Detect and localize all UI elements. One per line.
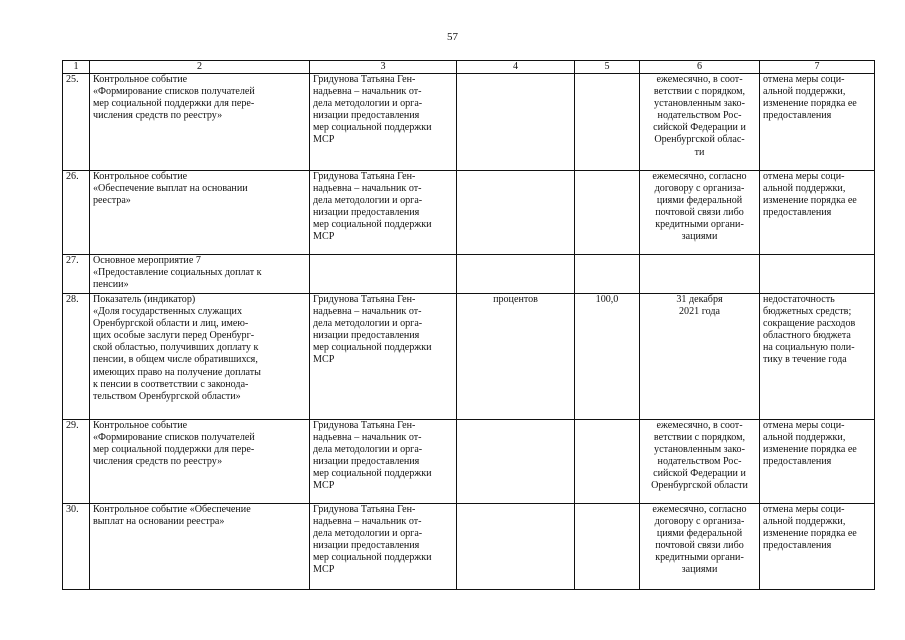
column-number-4: 4 <box>457 61 575 74</box>
table-row <box>63 294 875 420</box>
unit-cell <box>457 171 575 255</box>
table-row <box>63 171 875 255</box>
row-number-cell: 27. <box>63 255 90 294</box>
row-number-cell: 28. <box>63 294 90 420</box>
unit-cell <box>457 255 575 294</box>
unit-cell <box>457 74 575 171</box>
consequence-cell: недостаточность бюджетных средств; сокращение расходов областного бюджета на социальную поли- тику в течение года <box>760 294 875 420</box>
consequence-cell: отмена меры соци- альной поддержки, изменение порядка ее предоставления <box>760 74 875 171</box>
periodicity-cell: ежемесячно, в соот- ветствии с порядком, установленным зако- нодательством Рос- сийской Федерации и Оренбургской облас- ти <box>640 74 760 171</box>
column-number-7: 7 <box>760 61 875 74</box>
column-number-1: 1 <box>63 61 90 74</box>
consequence-cell: отмена меры соци- альной поддержки, изменение порядка ее предоставления <box>760 420 875 504</box>
value-cell <box>575 255 640 294</box>
event-cell: Контрольное событие «Обеспечение выплат на основании реестра» <box>90 504 310 590</box>
responsible-cell: Гридунова Татьяна Ген- надьевна – начальник от- дела методологии и орга- низации предоставления мер социальной поддержки МСР <box>310 171 457 255</box>
row-number-cell: 25. <box>63 74 90 171</box>
value-cell <box>575 171 640 255</box>
table-row <box>63 74 875 171</box>
page-number: 57 <box>447 31 458 43</box>
unit-cell <box>457 420 575 504</box>
event-cell: Контрольное событие «Обеспечение выплат на основании реестра» <box>90 171 310 255</box>
column-number-3: 3 <box>310 61 457 74</box>
event-cell: Основное мероприятие 7 «Предоставление социальных доплат к пенсии» <box>90 255 310 294</box>
periodicity-cell <box>640 255 760 294</box>
value-cell <box>575 420 640 504</box>
responsible-cell: Гридунова Татьяна Ген- надьевна – начальник от- дела методологии и орга- низации предоставления мер социальной поддержки МСР <box>310 420 457 504</box>
table-row <box>63 255 875 294</box>
column-number-5: 5 <box>575 61 640 74</box>
consequence-cell: отмена меры соци- альной поддержки, изменение порядка ее предоставления <box>760 504 875 590</box>
value-cell <box>575 504 640 590</box>
program-table <box>62 60 875 590</box>
deadline-cell: 31 декабря 2021 года <box>640 294 760 420</box>
table-row <box>63 504 875 590</box>
periodicity-cell: ежемесячно, согласно договору с организа- циями федеральной почтовой связи либо кредитными органи- зациями <box>640 504 760 590</box>
consequence-cell: отмена меры соци- альной поддержки, изменение порядка ее предоставления <box>760 171 875 255</box>
row-number-cell: 30. <box>63 504 90 590</box>
value-cell <box>575 74 640 171</box>
responsible-cell <box>310 255 457 294</box>
column-number-row <box>63 61 875 74</box>
unit-cell <box>457 504 575 590</box>
consequence-cell <box>760 255 875 294</box>
row-number-cell: 29. <box>63 420 90 504</box>
unit-cell: процентов <box>457 294 575 420</box>
value-cell: 100,0 <box>575 294 640 420</box>
column-number-2: 2 <box>90 61 310 74</box>
responsible-cell: Гридунова Татьяна Ген- надьевна – начальник от- дела методологии и орга- низации предоставления мер социальной поддержки МСР <box>310 74 457 171</box>
responsible-cell: Гридунова Татьяна Ген- надьевна – начальник от- дела методологии и орга- низации предоставления мер социальной поддержки МСР <box>310 294 457 420</box>
periodicity-cell: ежемесячно, в соот- ветствии с порядком, установленным зако- нодательством Рос- сийской Федерации и Оренбургской области <box>640 420 760 504</box>
column-number-6: 6 <box>640 61 760 74</box>
event-cell: Контрольное событие «Формирование списков получателей мер социальной поддержки для пере- числения средств по реестру» <box>90 420 310 504</box>
event-cell: Контрольное событие «Формирование списков получателей мер социальной поддержки для пере- числения средств по реестру» <box>90 74 310 171</box>
responsible-cell: Гридунова Татьяна Ген- надьевна – начальник от- дела методологии и орга- низации предоставления мер социальной поддержки МСР <box>310 504 457 590</box>
row-number-cell: 26. <box>63 171 90 255</box>
table-row <box>63 420 875 504</box>
periodicity-cell: ежемесячно, согласно договору с организа- циями федеральной почтовой связи либо кредитными органи- зациями <box>640 171 760 255</box>
event-cell: Показатель (индикатор) «Доля государственных служащих Оренбургской области и лиц, имею- щих особые заслуги перед Оренбург- ской областью, получивших доплату к пенсии, в общем числе обратившихся, имеющих право на получение доплаты к пенсии в соответствии с законода- тельством Оренбургской области» <box>90 294 310 420</box>
